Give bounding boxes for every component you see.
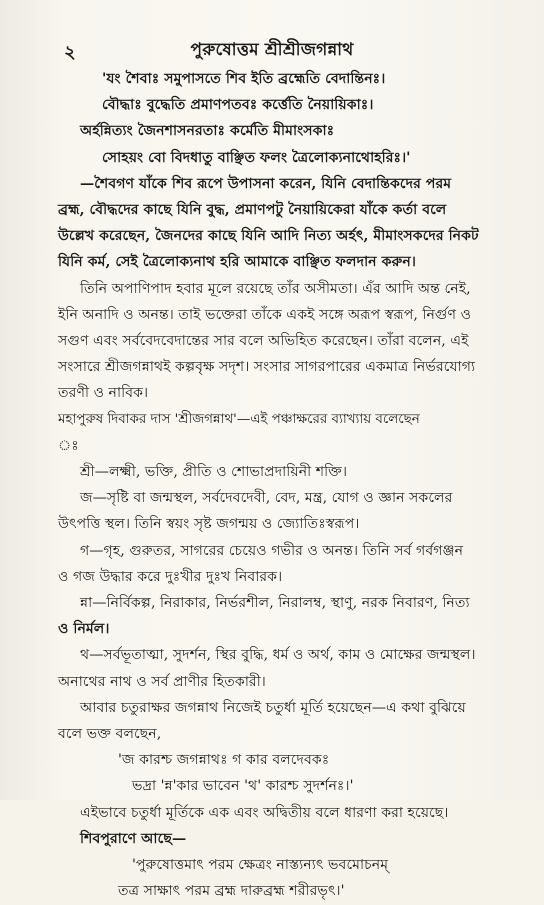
page-number: ২ [64,42,76,63]
sloka-line-1: 'যং শৈবাঃ সমুপাসতে শিব ইতি ব্রহ্মেতি বেদান্তিনঃ। [102,71,386,87]
paragraph-line: আবার চতুরাক্ষর জগন্নাথ নিজেই চতুর্ধা মূর্তি হয়েছেন—এ কথা বুঝিয়ে [80,699,466,716]
paragraph-line: তিনি অপাণিপাদ হবার মূলে রয়েছে তাঁর অসীমতা। এঁর আদি অন্ত নেই, [80,280,471,297]
paragraph-line: ব্রহ্ম, বৌদ্ধদের কাছে যিনি বুদ্ধ, প্রমাণপটু নৈয়ায়িকেরা যাঁকে কর্তা বলে [58,202,447,219]
paragraph-line: সগুণ এবং সর্ববেদবেদান্তের সার বলে অভিহিত করেছেন। তাঁরা বলেন, এই [58,333,469,350]
definition-nna: ন্না—নির্বিকল্প, নিরাকার, নির্ভরশীল, নিরালম্ব, স্থাণু, নরক নিবারণ, নিত্য [80,595,470,612]
paragraph-line: ও নির্মল। [58,621,110,638]
definition-ja: জ—সৃষ্টি বা জন্মস্থল, সর্বদেবদেবী, বেদ, মন্ত্র, যোগ ও জ্ঞান সকলের [80,490,453,507]
sloka-line: 'জ কারশ্চ জগন্নাথঃ গ কার বলদেবকঃ [118,752,330,769]
paragraph-line: উৎপত্তি স্থল। তিনি স্বয়ং সৃষ্ট জগন্ময় ও জ্যোতিঃস্বরূপ। [58,516,360,533]
sloka-line-4: সোহয়ং বো বিদধাতু বাঞ্ছিত ফলং ত্রৈলোক্যনাথোহরিঃ।' [102,149,411,166]
definition-shri: শ্রী—লক্ষ্মী, ভক্তি, প্রীতি ও শোভাপ্রদায়িনী শক্তি। [80,464,348,481]
paragraph-line: যিনি কর্ম, সেই ত্রৈলোক্যনাথ হরি আমাকে বাঞ্ছিত ফলদান করুন। [58,254,416,271]
paragraph-line: ও গজ উদ্ধার করে দুঃখীর দুঃখ নিবারক। [58,568,283,585]
definition-tha: থ—সর্বভূতাত্মা, সুদর্শন, স্থির বুদ্ধি, ধর্ম ও অর্থ, কাম ও মোক্ষের জন্মস্থল। [80,647,476,664]
body-text [58,66,522,905]
paragraph-line: সংসারে শ্রীজগন্নাথই কল্পবৃক্ষ সদৃশ। সংসার সাগরপারের একমাত্র নির্ভরযোগ্য [58,359,476,376]
paragraph-line: উল্লেখ করেছেন, জৈনদের কাছে যিনি আদি নিত্য অর্হৎ, মীমাংসকদের নিকট [58,228,479,245]
paragraph-line: মহাপুরুষ দিবাকর দাস 'শ্রীজগন্নাথ'—এই পঞ্চাক্ষরের ব্যাখ্যায় বলেছেন [58,411,420,427]
sloka-line: ভদ্রা 'ন্ন'কার ভাবেন 'থ' কারশ্চ সুদর্শনঃ।' [132,778,354,795]
paragraph-line: —শৈবগণ যাঁকে শিব রূপে উপাসনা করেন, যিনি বেদান্তিকদের পরম [80,175,452,192]
sloka-line-3: অর্হন্নিত্যং জৈনশাসনরতাঃ কর্মেতি মীমাংসকাঃ [80,123,335,140]
paragraph-line: তরণী ও নাবিক। [58,385,149,402]
running-title: পুরুষোত্তম শ্রীশ্রীজগন্নাথ [190,40,354,60]
paragraph-line: ইনি অনাদি ও অনন্ত। তাই ভক্তেরা তাঁকে একই সঙ্গে অরূপ স্বরূপ, নির্গুণ ও [58,306,472,323]
paragraph-line: অনাথের নাথ ও সর্ব প্রাণীর হিতকারী। [58,673,266,690]
definition-ga: গ—গৃহ, গুরুতর, সাগরের চেয়েও গভীর ও অনন্ত। তিনি সর্ব গর্বগঞ্জন [80,542,464,559]
sloka-line: তত্র সাক্ষাৎ পরম ব্রহ্ম দারুব্রহ্ম শরীরভৃৎ।' [118,883,345,900]
sloka-line-2: বৌদ্ধাঃ বুদ্ধেতি প্রমাণপতবঃ কর্ত্তেতি নৈয়ায়িকাঃ। [102,97,374,114]
sloka-line: 'পুরুষোত্তমাৎ পরম ক্ষেত্রং নাস্ত্যন্যৎ ভবমোচনম্‌ [132,857,389,874]
paragraph-line: ঃ [58,437,79,454]
paragraph-line: বলে ভক্ত বলছেন, [58,726,162,743]
section-intro: শিবপুরাণে আছে— [80,830,187,847]
paragraph-line: এইভাবে চতুর্ধা মূর্তিকে এক এবং অদ্বিতীয় বলে ধারণা করা হয়েছে। [80,804,449,821]
